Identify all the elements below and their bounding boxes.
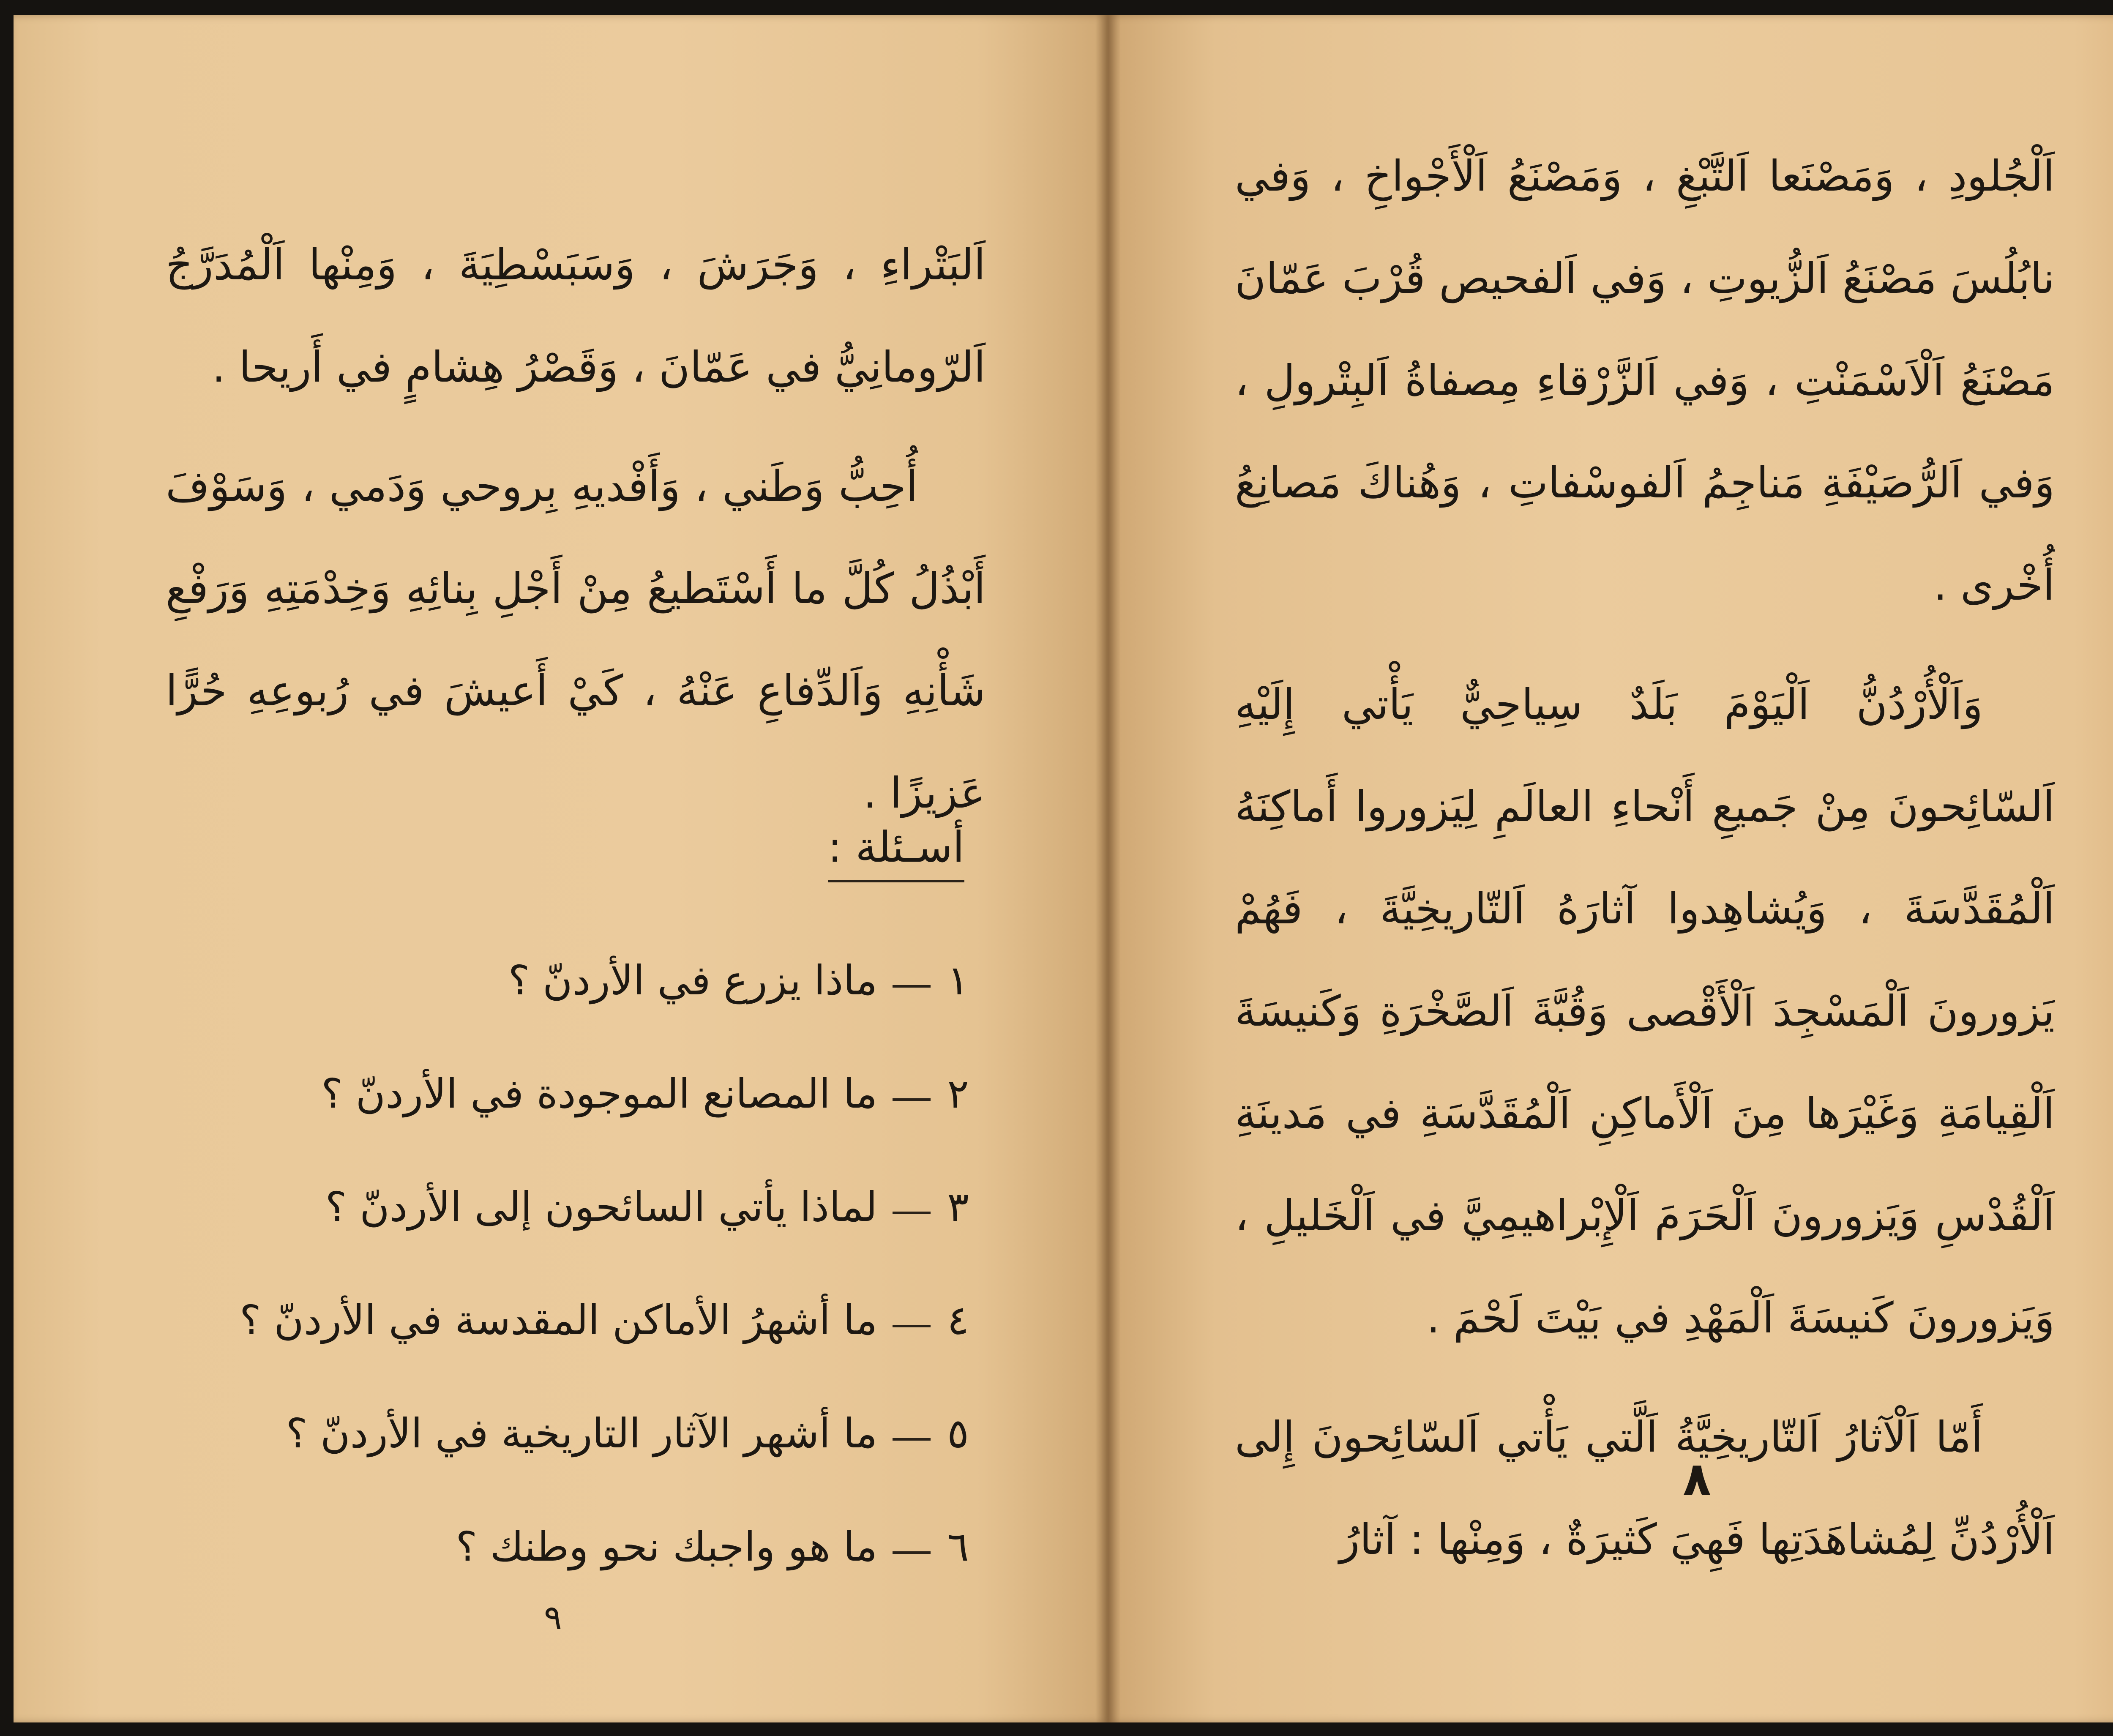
page-number-right: ٨ <box>1683 1452 1712 1506</box>
right-paragraph-2: وَاَلْأُرْدُنُّ اَلْيَوْمَ بَلَدٌ سِياحِيٌّ يَأْتي إِلَيْهِ اَلسّائِحونَ مِنْ جَميعِ أَنْحاءِ العالَمِ لِيَزوروا أَماكِنَهُ اَلْمُقَدَّسَةَ ، وَيُشاهِدوا آثارَهُ اَلتّاريخِيَّةَ ، فَهُمْ يَزورونَ اَلْمَسْجِدَ اَلْأَقْصى وَقُبَّةَ اَلصَّخْرَةِ وَكَنيسَةَ اَلْقِيامَةِ وَغَيْرَها مِنَ اَلْأَماكِنِ اَلْمُقَدَّسَةِ في مَدينَةِ اَلْقُدْسِ وَيَزورونَ اَلْحَرَمَ اَلْإِبْراهيمِيَّ في اَلْخَليلِ ، وَيَزورونَ كَنيسَةَ اَلْمَهْدِ في بَيْتَ لَحْمَ . <box>1235 680 2055 1343</box>
question-item <box>170 924 973 1037</box>
question-text: ما المصانع الموجودة في الأردنّ ؟ <box>321 1070 877 1117</box>
open-booklet <box>14 15 2113 1722</box>
question-text: لماذا يأتي السائحون إلى الأردنّ ؟ <box>325 1183 877 1231</box>
question-dash <box>893 1438 931 1441</box>
question-item <box>170 1037 973 1150</box>
question-number: ٥ <box>947 1410 969 1457</box>
question-item <box>170 1150 973 1264</box>
question-text: ما هو واجبك نحو وطنك ؟ <box>456 1523 877 1570</box>
question-number: ٦ <box>947 1523 969 1570</box>
question-text: ماذا يزرع في الأردنّ ؟ <box>508 957 877 1004</box>
question-item <box>170 1377 973 1490</box>
left-paragraph-2: أُحِبُّ وَطَني ، وَأَفْديهِ بِروحي وَدَمي ، وَسَوْفَ أَبْذُلُ كُلَّ ما أَسْتَطيعُ مِنْ أَجْلِ بِنائِهِ وَخِدْمَتِهِ وَرَفْعِ شَأْنِهِ وَاَلدِّفاعِ عَنْهُ ، كَيْ أَعيشَ في رُبوعِهِ حُرًّا عَزيزًا . <box>166 461 986 818</box>
left-page <box>14 15 1108 1722</box>
question-dash <box>893 1098 931 1101</box>
right-paragraph-1: اَلْجُلودِ ، وَمَصْنَعا اَلتَّبْغِ ، وَمَصْنَعُ اَلْأَجْواخِ ، وَفي نابُلُسَ مَصْنَعُ اَلزُّيوتِ ، وَفي اَلفحيص قُرْبَ عَمّانَ مَصْنَعُ اَلْاَسْمَنْتِ ، وَفي اَلزَّرْقاءِ مِصفاةُ اَلبِتْرولِ ، وَفي اَلرُّصَيْفَةِ مَناجِمُ اَلفوسْفاتِ ، وَهُناكَ مَصانِعُ أُخْرى . <box>1235 151 2055 610</box>
question-number: ٤ <box>947 1297 969 1344</box>
question-dash <box>893 1212 931 1214</box>
left-page-body <box>166 214 986 844</box>
question-dash <box>893 1325 931 1327</box>
left-paragraph-1: اَلبَتْراءِ ، وَجَرَشَ ، وَسَبَسْطِيَةَ ، وَمِنْها اَلْمُدَرَّجُ اَلرّومانِيُّ في عَمّانَ ، وَقَصْرُ هِشامٍ في أَريحا . <box>166 240 986 392</box>
question-number: ٣ <box>947 1183 969 1231</box>
question-number: ١ <box>947 957 969 1004</box>
question-dash <box>893 1551 931 1554</box>
question-number: ٢ <box>947 1070 969 1117</box>
question-text: ما أشهر الآثار التاريخية في الأردنّ ؟ <box>286 1410 877 1457</box>
book-spine <box>1095 15 1121 1722</box>
right-page-body <box>1235 125 2055 1591</box>
question-text: ما أشهرُ الأماكن المقدسة في الأردنّ ؟ <box>239 1297 877 1344</box>
questions-heading: أسـئلة : <box>828 822 964 882</box>
question-item <box>170 1490 973 1603</box>
question-item <box>170 1264 973 1377</box>
right-paragraph-3: أَمّا اَلْآثارُ اَلتّاريخِيَّةُ اَلَّتي يَأْتي اَلسّائِحونَ إِلى اَلْأُرْدُنِّ لِمُشاهَدَتِها فَهِيَ كَثيرَةٌ ، وَمِنْها : آثارُ <box>1235 1412 2055 1564</box>
questions-list <box>170 924 973 1603</box>
page-number-left: ٩ <box>544 1598 562 1637</box>
right-page <box>1108 15 2113 1722</box>
question-dash <box>893 985 931 988</box>
